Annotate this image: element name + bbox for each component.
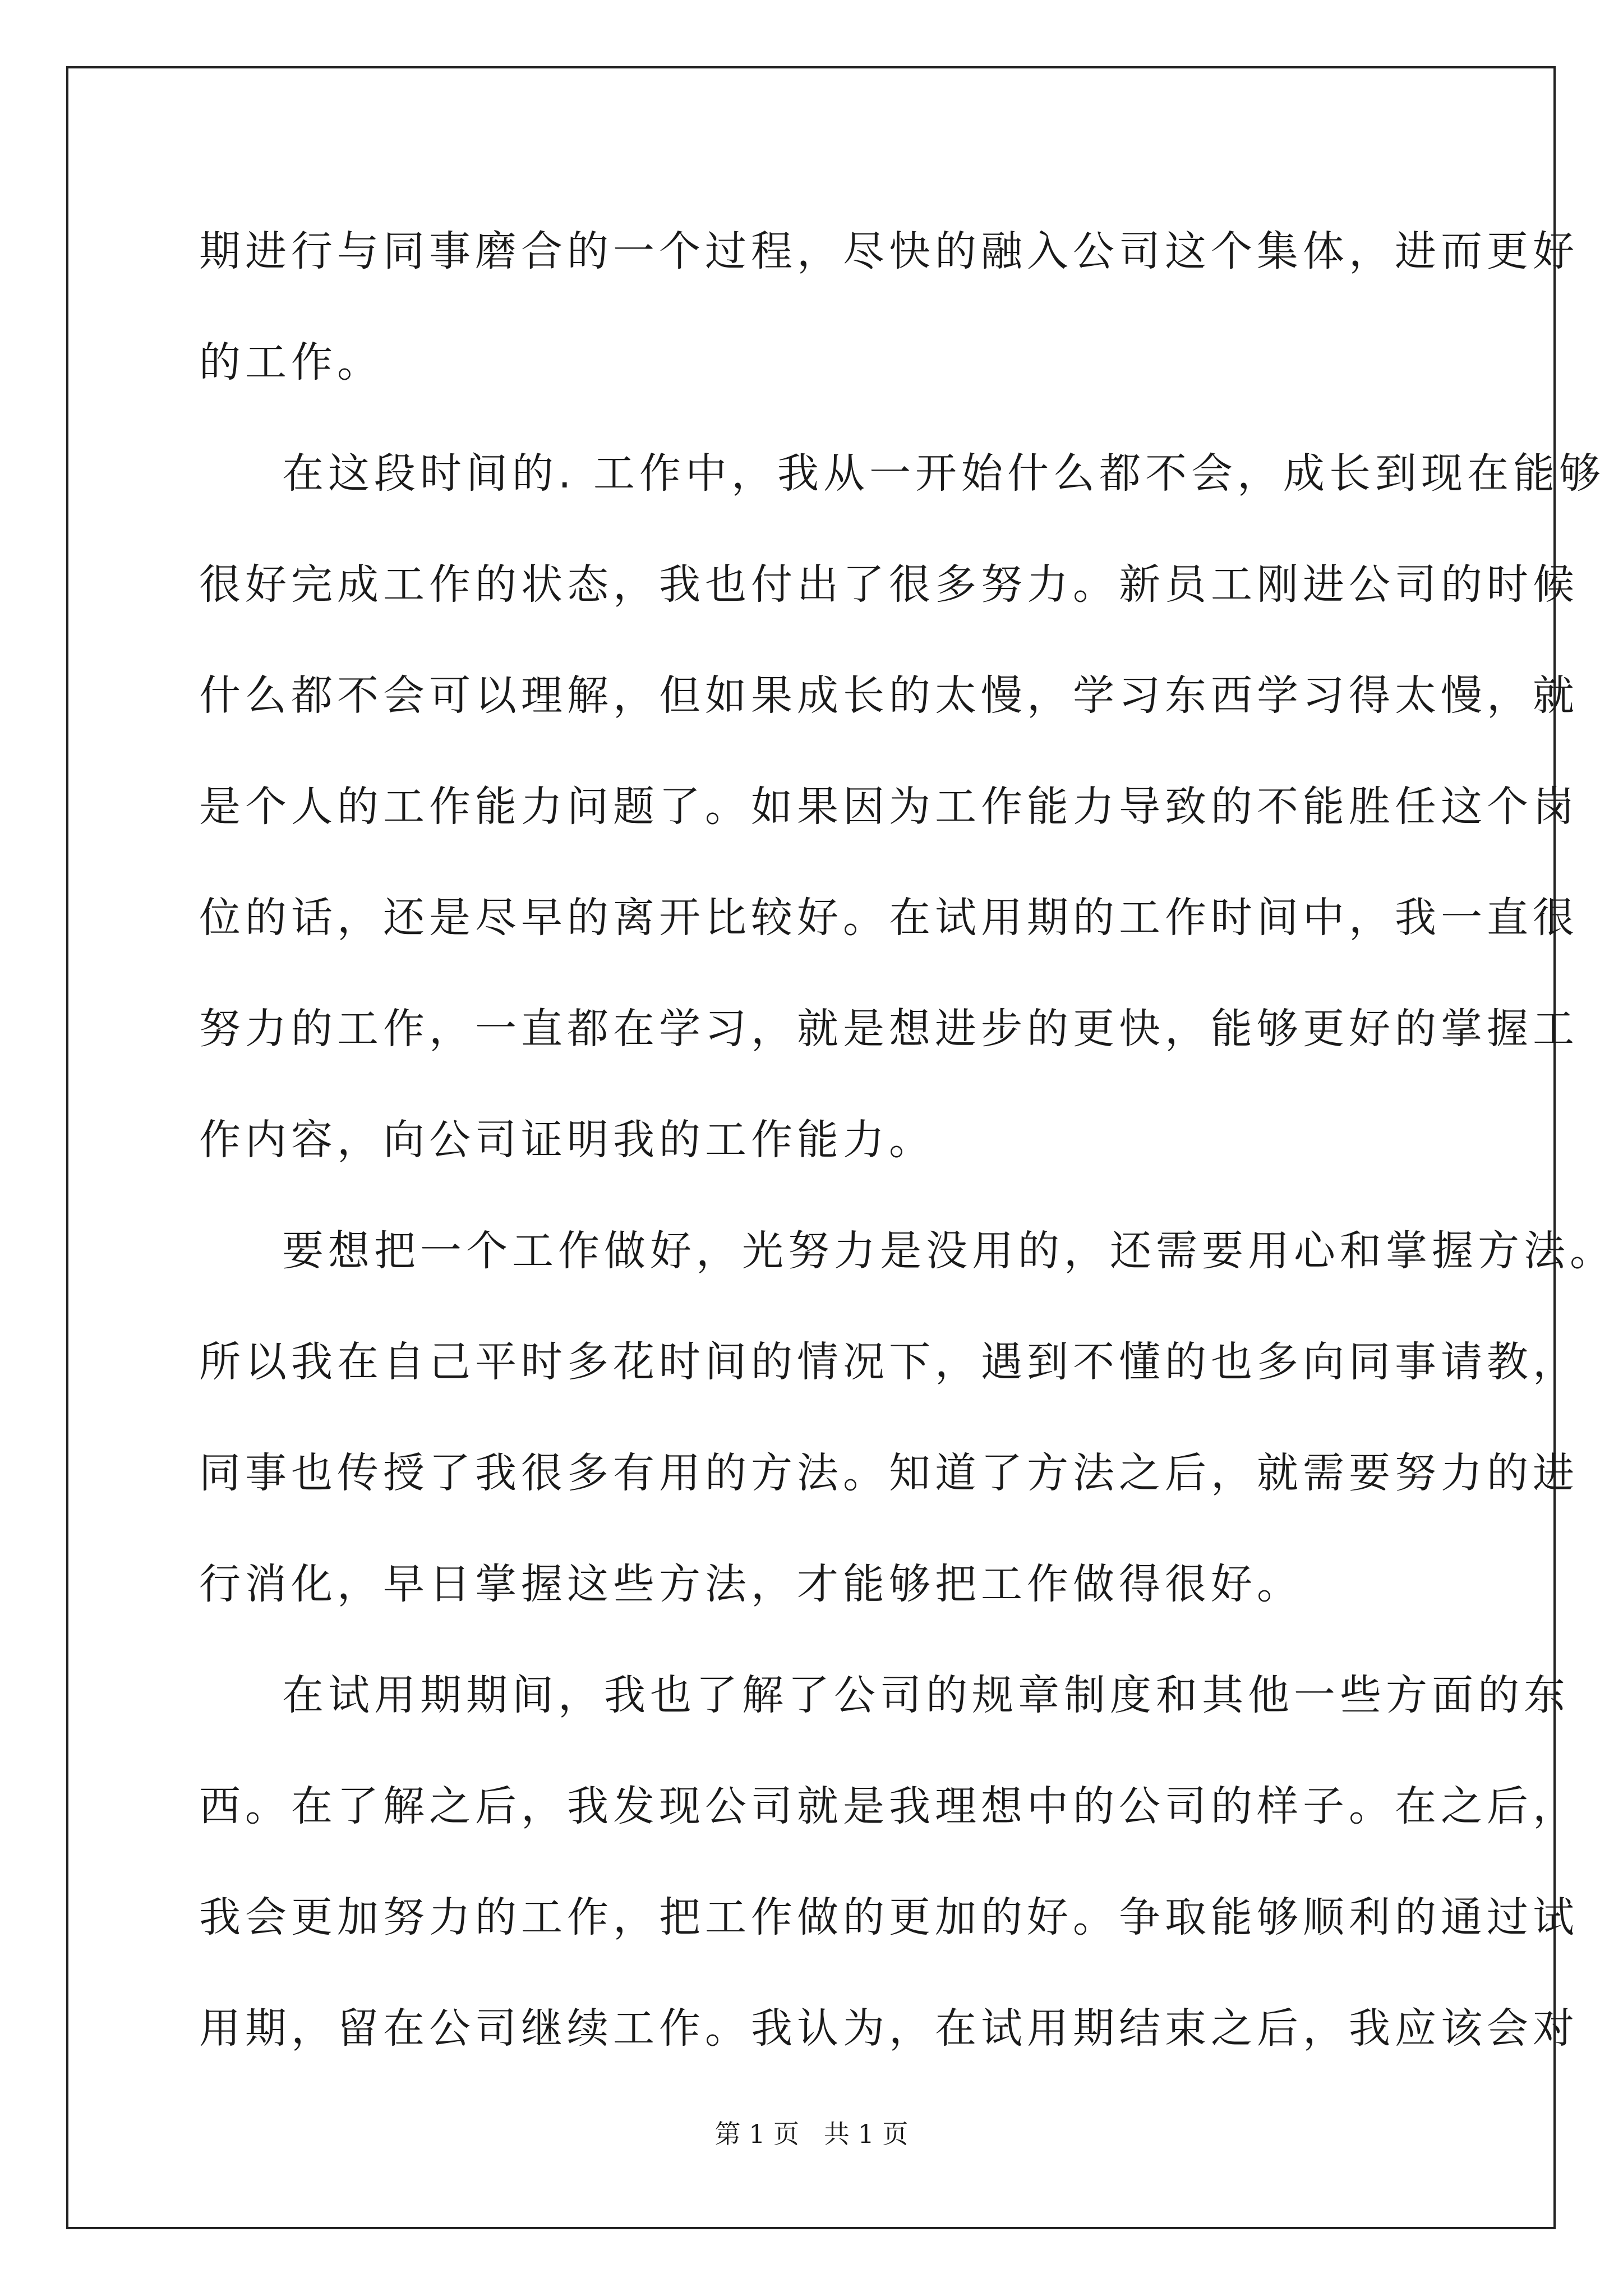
page-footer: 第 1 页 共 1 页: [714, 2119, 909, 2149]
text-line: 西。在了解之后，我发现公司就是我理想中的公司的样子。在之后，: [199, 1782, 1579, 1830]
text-line: 是个人的工作能力问题了。如果因为工作能力导致的不能胜任这个岗: [199, 783, 1579, 831]
text-line: 很好完成工作的状态，我也付出了很多努力。新员工刚进公司的时候: [199, 560, 1579, 609]
text-line: 所以我在自己平时多花时间的情况下，遇到不懂的也多向同事请教，: [199, 1338, 1579, 1386]
text-line: 期进行与同事磨合的一个过程，尽快的融入公司这个集体，进而更好: [199, 227, 1579, 275]
text-line: 什么都不会可以理解，但如果成长的太慢，学习东西学习得太慢，就: [199, 671, 1579, 720]
text-line: 位的话，还是尽早的离开比较好。在试用期的工作时间中，我一直很: [199, 894, 1579, 942]
text-line: 努力的工作，一直都在学习，就是想进步的更快，能够更好的掌握工: [199, 1005, 1579, 1053]
text-line: 要想把一个工作做好，光努力是没用的，还需要用心和掌握方法。: [282, 1227, 1616, 1275]
text-line: 在试用期期间，我也了解了公司的规章制度和其他一些方面的东: [282, 1671, 1570, 1719]
text-line: 行消化，早日掌握这些方法，才能够把工作做得很好。: [199, 1560, 1303, 1608]
text-line: 用期，留在公司继续工作。我认为，在试用期结束之后，我应该会对: [199, 2004, 1579, 2053]
text-line: 作内容，向公司证明我的工作能力。: [199, 1116, 935, 1164]
text-line: 的工作。: [199, 338, 383, 386]
text-line: 我会更加努力的工作，把工作做的更加的好。争取能够顺利的通过试: [199, 1893, 1579, 1941]
document-body: [199, 215, 1616, 2103]
text-line: 在这段时间的. 工作中，我从一开始什么都不会，成长到现在能够: [282, 449, 1606, 498]
text-line: 同事也传授了我很多有用的方法。知道了方法之后，就需要努力的进: [199, 1449, 1579, 1497]
